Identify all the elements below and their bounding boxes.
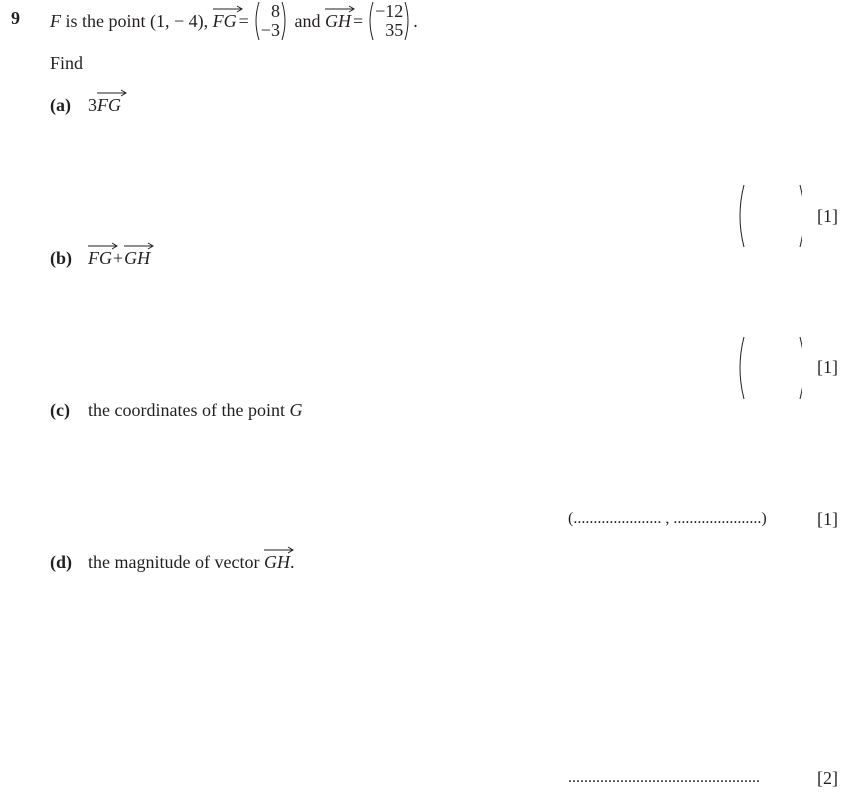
- part-a-label: (a): [50, 95, 71, 115]
- question-number: 9: [11, 8, 20, 28]
- part-b-marks: [1]: [817, 357, 838, 377]
- part-c-label: (c): [50, 400, 70, 420]
- part-b-answer-box[interactable]: [738, 336, 802, 405]
- right-bracket-icon: [281, 1, 288, 41]
- vector-fg-y: −3: [260, 20, 280, 40]
- vector-arrow-icon: [88, 242, 118, 250]
- question-stem: [50, 1, 418, 40]
- find-label: Find: [50, 53, 84, 73]
- right-bracket-icon: [404, 1, 411, 41]
- part-a: [50, 95, 121, 116]
- left-bracket-icon: [367, 1, 374, 41]
- left-bracket-icon: [253, 1, 260, 41]
- vector-fg-x: 8: [270, 1, 280, 21]
- vector-gh: GH: [124, 248, 150, 269]
- vector-arrow-icon: [97, 89, 127, 97]
- vector-gh-components: [367, 1, 411, 41]
- vector-fg: FG: [213, 11, 237, 32]
- stem-text: is the point: [65, 10, 146, 31]
- part-d-end: .: [289, 552, 295, 572]
- vector-fg-components: [253, 1, 288, 41]
- column-vector-bracket-icon: [738, 184, 802, 248]
- vector-arrow-icon: [325, 5, 355, 13]
- vector-arrow-icon: [264, 546, 294, 554]
- column-vector-bracket-icon: [738, 336, 802, 400]
- part-a-scalar: 3: [88, 95, 97, 115]
- part-d-answer-line[interactable]: ................................................: [568, 769, 760, 786]
- part-d: [50, 552, 294, 573]
- vector-fg: FG: [97, 95, 121, 116]
- vector-gh: GH: [264, 552, 290, 573]
- equals-sign: =: [352, 10, 364, 31]
- point-g-label: G: [289, 400, 303, 420]
- vector-gh-y: 35: [385, 20, 404, 40]
- point-f-coordinates: (1, − 4),: [150, 10, 209, 31]
- part-a-answer-box[interactable]: [738, 184, 802, 253]
- part-d-label: (d): [50, 552, 72, 572]
- vector-gh-x: −12: [375, 1, 404, 21]
- stem-end: .: [413, 10, 418, 31]
- part-d-text: the magnitude of vector: [88, 552, 260, 572]
- part-c-text: the coordinates of the point: [88, 400, 285, 420]
- vector-arrow-icon: [124, 242, 154, 250]
- and-text: and: [294, 10, 321, 31]
- part-b-label: (b): [50, 248, 72, 268]
- part-b: [50, 248, 150, 269]
- part-a-marks: [1]: [817, 206, 838, 226]
- part-d-marks: [2]: [817, 768, 838, 788]
- vector-arrow-icon: [213, 5, 243, 13]
- plus-sign: +: [113, 248, 124, 268]
- part-c-marks: [1]: [817, 509, 838, 529]
- part-c-answer-line[interactable]: (...................... , ......................): [568, 510, 767, 527]
- point-f-label: F: [50, 10, 61, 31]
- vector-fg: FG: [88, 248, 112, 269]
- equals-sign: =: [238, 10, 249, 31]
- vector-gh: GH: [325, 11, 351, 32]
- part-c: [50, 400, 302, 421]
